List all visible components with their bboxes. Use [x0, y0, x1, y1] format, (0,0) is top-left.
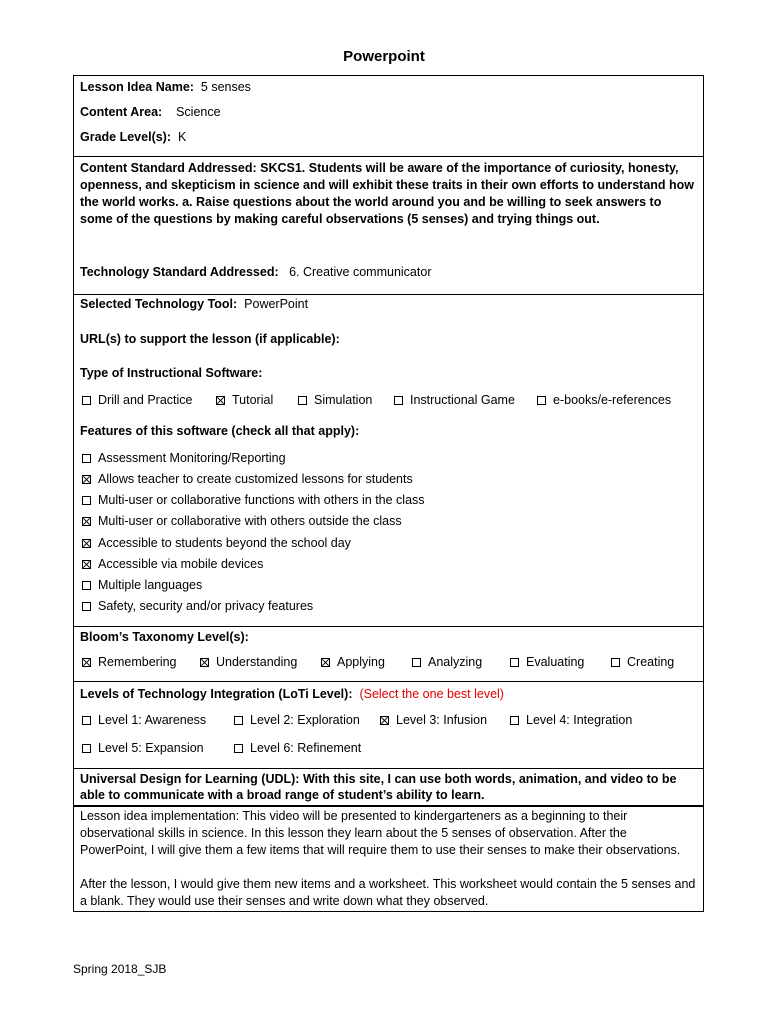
lesson-name-value: 5 senses [200, 80, 251, 94]
software-type-tutorial[interactable] [216, 392, 273, 408]
grade-level-row [80, 129, 186, 145]
lesson-name-label: Lesson Idea Name: [80, 80, 194, 94]
checked-checkbox-icon [82, 560, 91, 569]
option-label: Multi-user or collaborative with others outside the class [98, 514, 402, 528]
option-label: Evaluating [526, 655, 585, 669]
udl-box [73, 768, 704, 806]
page-title: Powerpoint [343, 48, 425, 65]
checkbox-icon [234, 744, 243, 753]
loti-level-4[interactable] [510, 712, 632, 728]
grade-level-label: Grade Level(s): [80, 130, 172, 144]
loti-label: Levels of Technology Integration (LoTi Level): [80, 687, 353, 701]
blooms-applying[interactable] [321, 654, 385, 670]
option-label: Multiple languages [98, 578, 203, 592]
checkbox-icon [82, 496, 91, 505]
checked-checkbox-icon [82, 475, 91, 484]
option-label: Level 5: Expansion [98, 741, 204, 755]
checkbox-icon [82, 454, 91, 463]
checkbox-icon [82, 716, 91, 725]
tool-label: Selected Technology Tool: [80, 297, 238, 311]
software-type-label: Type of Instructional Software: [80, 366, 263, 380]
feature-assessment[interactable] [82, 450, 286, 466]
checked-checkbox-icon [200, 658, 209, 667]
option-label: Level 4: Integration [526, 713, 633, 727]
lesson-info-box [73, 75, 704, 157]
content-area-value: Science [176, 105, 221, 119]
checkbox-icon [82, 396, 91, 405]
option-label: Multi-user or collaborative functions with others in the class [98, 493, 425, 507]
checkbox-icon [412, 658, 421, 667]
option-label: Analyzing [428, 655, 483, 669]
option-label: Creating [627, 655, 675, 669]
option-label: e-books/e-references [553, 393, 672, 407]
checked-checkbox-icon [82, 517, 91, 526]
blooms-box [73, 626, 704, 682]
loti-level-5[interactable] [82, 740, 204, 756]
option-label: Level 1: Awareness [98, 713, 207, 727]
standards-box [73, 156, 704, 295]
tool-row [80, 296, 308, 312]
software-type-drill[interactable] [82, 392, 192, 408]
tech-standard-label: Technology Standard Addressed: [80, 265, 279, 279]
footer: Spring 2018_SJB [73, 962, 167, 976]
option-label: Simulation [314, 393, 373, 407]
url-label: URL(s) to support the lesson (if applicable): [80, 332, 340, 346]
software-type-ebooks[interactable] [537, 392, 671, 408]
feature-customized-lessons[interactable] [82, 471, 413, 487]
option-label: Remembering [98, 655, 177, 669]
content-area-row [80, 104, 221, 120]
technology-tool-box [73, 294, 704, 627]
feature-multiuser-class[interactable] [82, 492, 425, 508]
checked-checkbox-icon [380, 716, 389, 725]
checkbox-icon [82, 602, 91, 611]
loti-level-1[interactable] [82, 712, 206, 728]
blooms-remembering[interactable] [82, 654, 177, 670]
tool-value: PowerPoint [244, 297, 309, 311]
feature-languages[interactable] [82, 577, 202, 593]
implementation-paragraph-2: After the lesson, I would give them new items and a worksheet. This worksheet would contain the 5 senses and a blank. They would use their senses and write down what they observed. [80, 877, 696, 908]
checkbox-icon [298, 396, 307, 405]
option-label: Understanding [216, 655, 298, 669]
checkbox-icon [611, 658, 620, 667]
loti-level-2[interactable] [234, 712, 360, 728]
features-label: Features of this software (check all that apply): [80, 424, 360, 438]
feature-mobile[interactable] [82, 556, 263, 572]
blooms-label: Bloom’s Taxonomy Level(s): [80, 630, 249, 644]
loti-level-6[interactable] [234, 740, 361, 756]
checkbox-icon [82, 744, 91, 753]
checked-checkbox-icon [82, 658, 91, 667]
option-label: Level 3: Infusion [396, 713, 488, 727]
loti-level-3[interactable] [380, 712, 487, 728]
blooms-understanding[interactable] [200, 654, 297, 670]
lesson-name-row [80, 79, 251, 95]
feature-multiuser-outside[interactable] [82, 513, 402, 529]
checkbox-icon [510, 658, 519, 667]
feature-safety[interactable] [82, 598, 313, 614]
checked-checkbox-icon [321, 658, 330, 667]
loti-row [80, 686, 504, 702]
checked-checkbox-icon [82, 539, 91, 548]
blooms-creating[interactable] [611, 654, 674, 670]
tech-standard-value: 6. Creative communicator [289, 265, 432, 279]
content-area-label: Content Area: [80, 105, 163, 119]
tech-standard-row [80, 264, 431, 280]
checkbox-icon [234, 716, 243, 725]
option-label: Safety, security and/or privacy features [98, 599, 314, 613]
loti-note: (Select the one best level) [359, 687, 504, 701]
option-label: Allows teacher to create customized lessons for students [98, 472, 413, 486]
blooms-evaluating[interactable] [510, 654, 584, 670]
implementation-paragraph-1: Lesson idea implementation: This video will be presented to kindergarteners as a beginning to their observational skills in science. In this lesson they learn about the 5 senses of observation. After the PowerPoint, I will give them a few items that will require them to use their senses to make their observations. [80, 809, 681, 857]
option-label: Level 2: Exploration [250, 713, 360, 727]
software-type-simulation[interactable] [298, 392, 372, 408]
loti-box [73, 681, 704, 769]
checkbox-icon [82, 581, 91, 590]
grade-level-value: K [177, 130, 187, 144]
option-label: Applying [337, 655, 385, 669]
implementation-box [73, 806, 704, 912]
content-standard-text: Content Standard Addressed: SKCS1. Students will be aware of the importance of curiosity, honesty, openness, and skepticism in science and will exhibit these traits in their own efforts to understand how the world works. a. Raise questions about the world around you and be willing to seek answers to some of the questions by making careful observations (5 senses) and trying things out. [80, 161, 695, 226]
checkbox-icon [394, 396, 403, 405]
blooms-analyzing[interactable] [412, 654, 482, 670]
option-label: Assessment Monitoring/Reporting [98, 451, 286, 465]
option-label: Tutorial [232, 393, 274, 407]
software-type-game[interactable] [394, 392, 515, 408]
checked-checkbox-icon [216, 396, 225, 405]
checkbox-icon [510, 716, 519, 725]
checkbox-icon [537, 396, 546, 405]
option-label: Accessible to students beyond the school day [98, 536, 351, 550]
option-label: Level 6: Refinement [250, 741, 362, 755]
option-label: Accessible via mobile devices [98, 557, 264, 571]
option-label: Instructional Game [410, 393, 515, 407]
feature-beyond-school-day[interactable] [82, 535, 351, 551]
option-label: Drill and Practice [98, 393, 193, 407]
udl-text: Universal Design for Learning (UDL): With this site, I can use both words, animation, and video to be able to communicate with a broad range of student’s ability to learn. [80, 772, 677, 802]
